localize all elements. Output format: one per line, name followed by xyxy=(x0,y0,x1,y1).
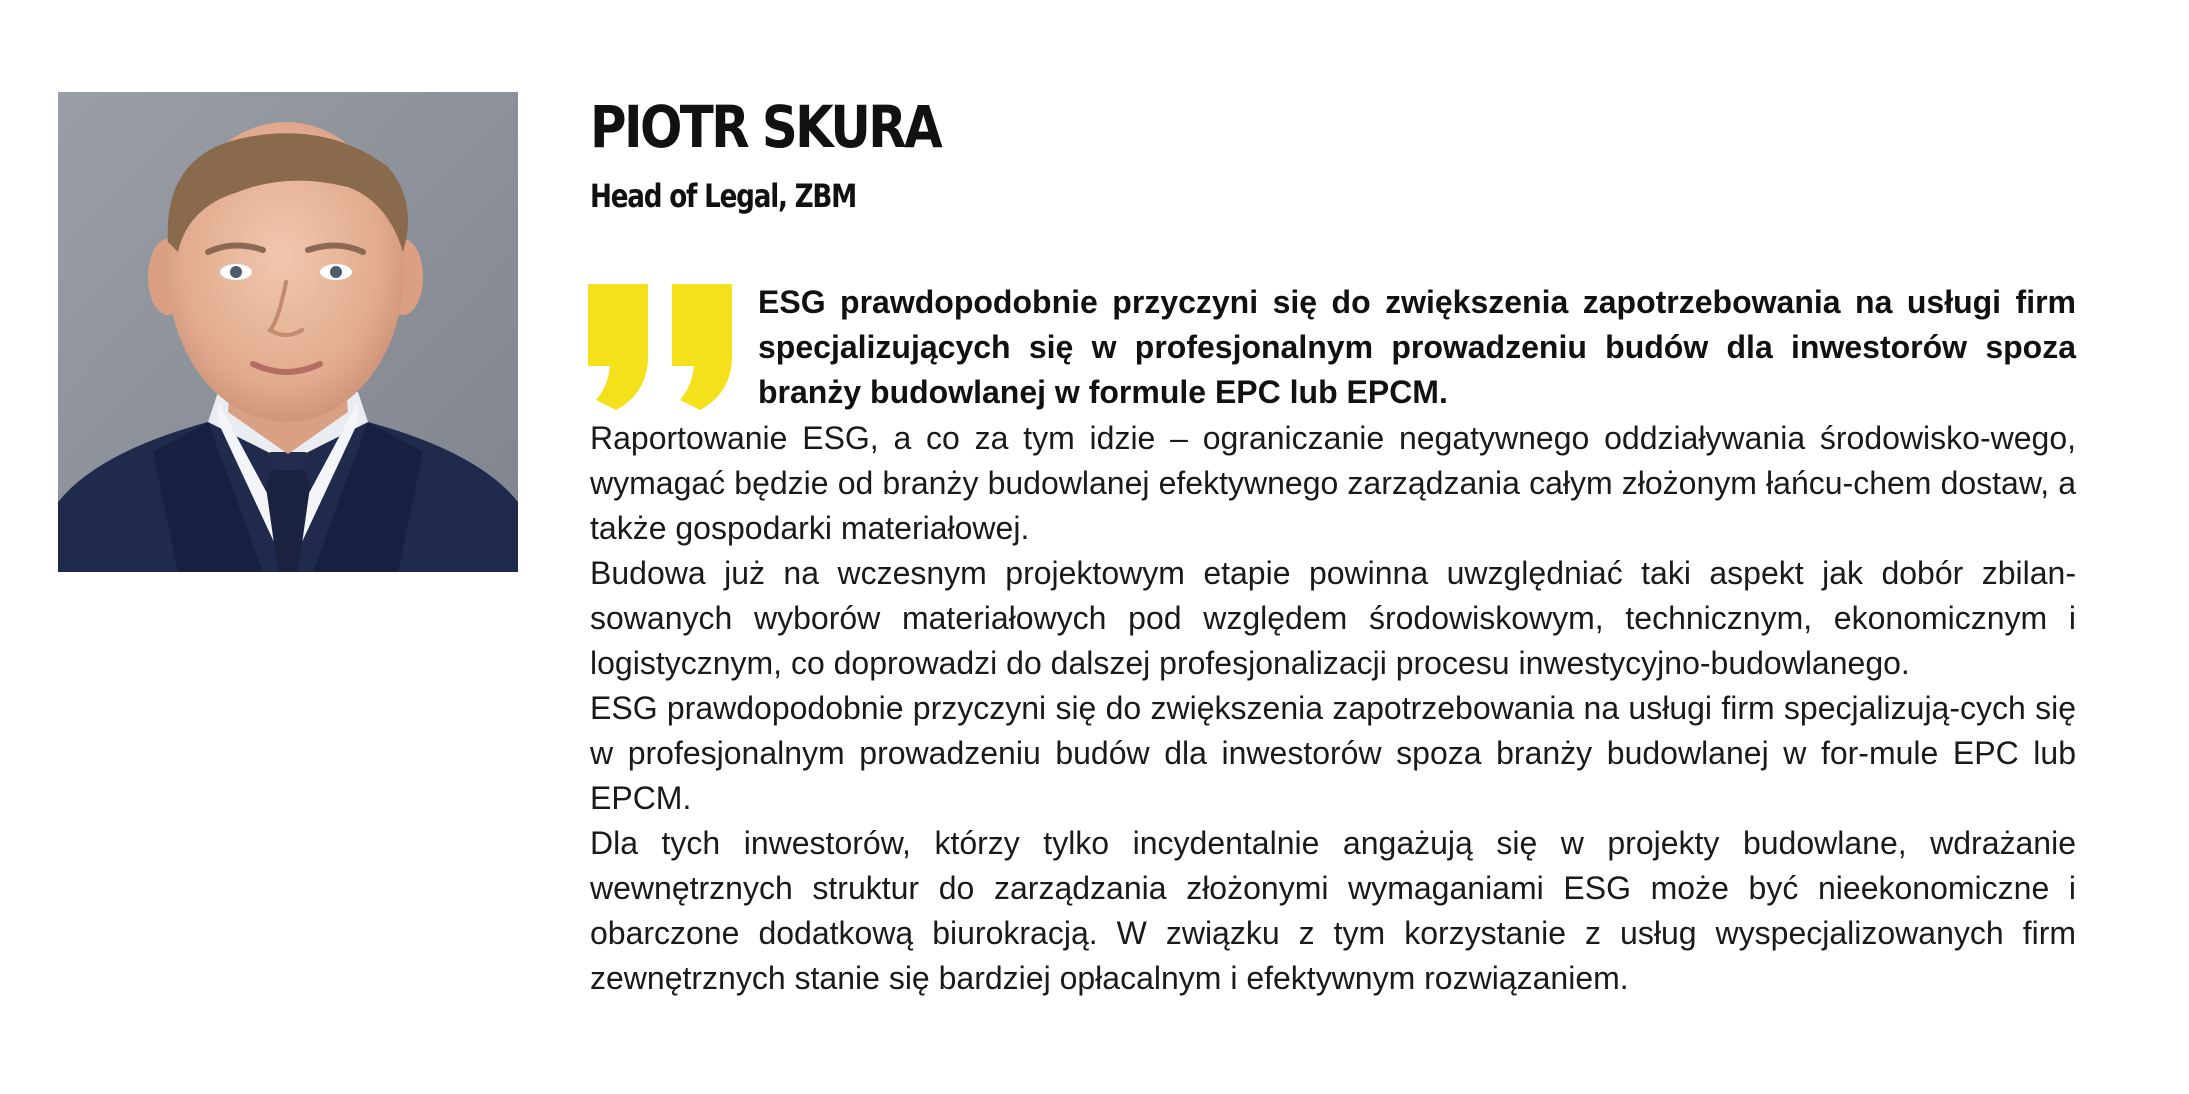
quote-mark-icon xyxy=(586,282,736,412)
portrait-illustration xyxy=(58,92,518,572)
body-paragraph: Raportowanie ESG, a co za tym idzie – ograniczanie negatywnego oddziaływania środowisko-wego, wymagać będzie od branży budowlanej efektywnego zarządzania całym złożonym łańcu-chem dostaw, a także gospodarki materiałowej. xyxy=(590,420,2076,546)
person-name: PIOTR SKURA xyxy=(590,93,941,161)
body-paragraph: Budowa już na wczesnym projektowym etapie powinna uwzględniać taki aspekt jak dobór zbilan-sowanych wyborów materiałowych pod względem środowiskowym, technicznym, ekonomicznym i logistycznym, co doprowadzi do dalszej profesjonalizacji procesu inwestycyjno-budowlanego. xyxy=(590,555,2076,681)
body-paragraph: Dla tych inwestorów, którzy tylko incydentalnie angażują się w projekty budowlane, wdrażanie wewnętrznych struktur do zarządzania złożonymi wymaganiami ESG może być nieekonomiczne i obarczone dodatkową biurokracją. W związku z tym korzystanie z usług wyspecjalizowanych firm zewnętrznych stanie się bardziej opłacalnym i efektywnym rozwiązaniem. xyxy=(590,825,2076,996)
body-paragraph: ESG prawdopodobnie przyczyni się do zwiększenia zapotrzebowania na usługi firm specjalizują-cych się w profesjonalnym prowadzeniu budów dla inwestorów spoza branży budowlanej w for-mule EPC lub EPCM. xyxy=(590,690,2076,816)
person-role: Head of Legal, ZBM xyxy=(590,177,857,215)
article-body xyxy=(590,416,2076,1001)
portrait-photo xyxy=(58,92,518,572)
lead-quote: ESG prawdopodobnie przyczyni się do zwiększenia zapotrzebowania na usługi firm specjalizujących się w profesjonalnym prowadzeniu budów dla inwestorów spoza branży budowlanej w formule EPC lub EPCM. xyxy=(758,284,2076,410)
